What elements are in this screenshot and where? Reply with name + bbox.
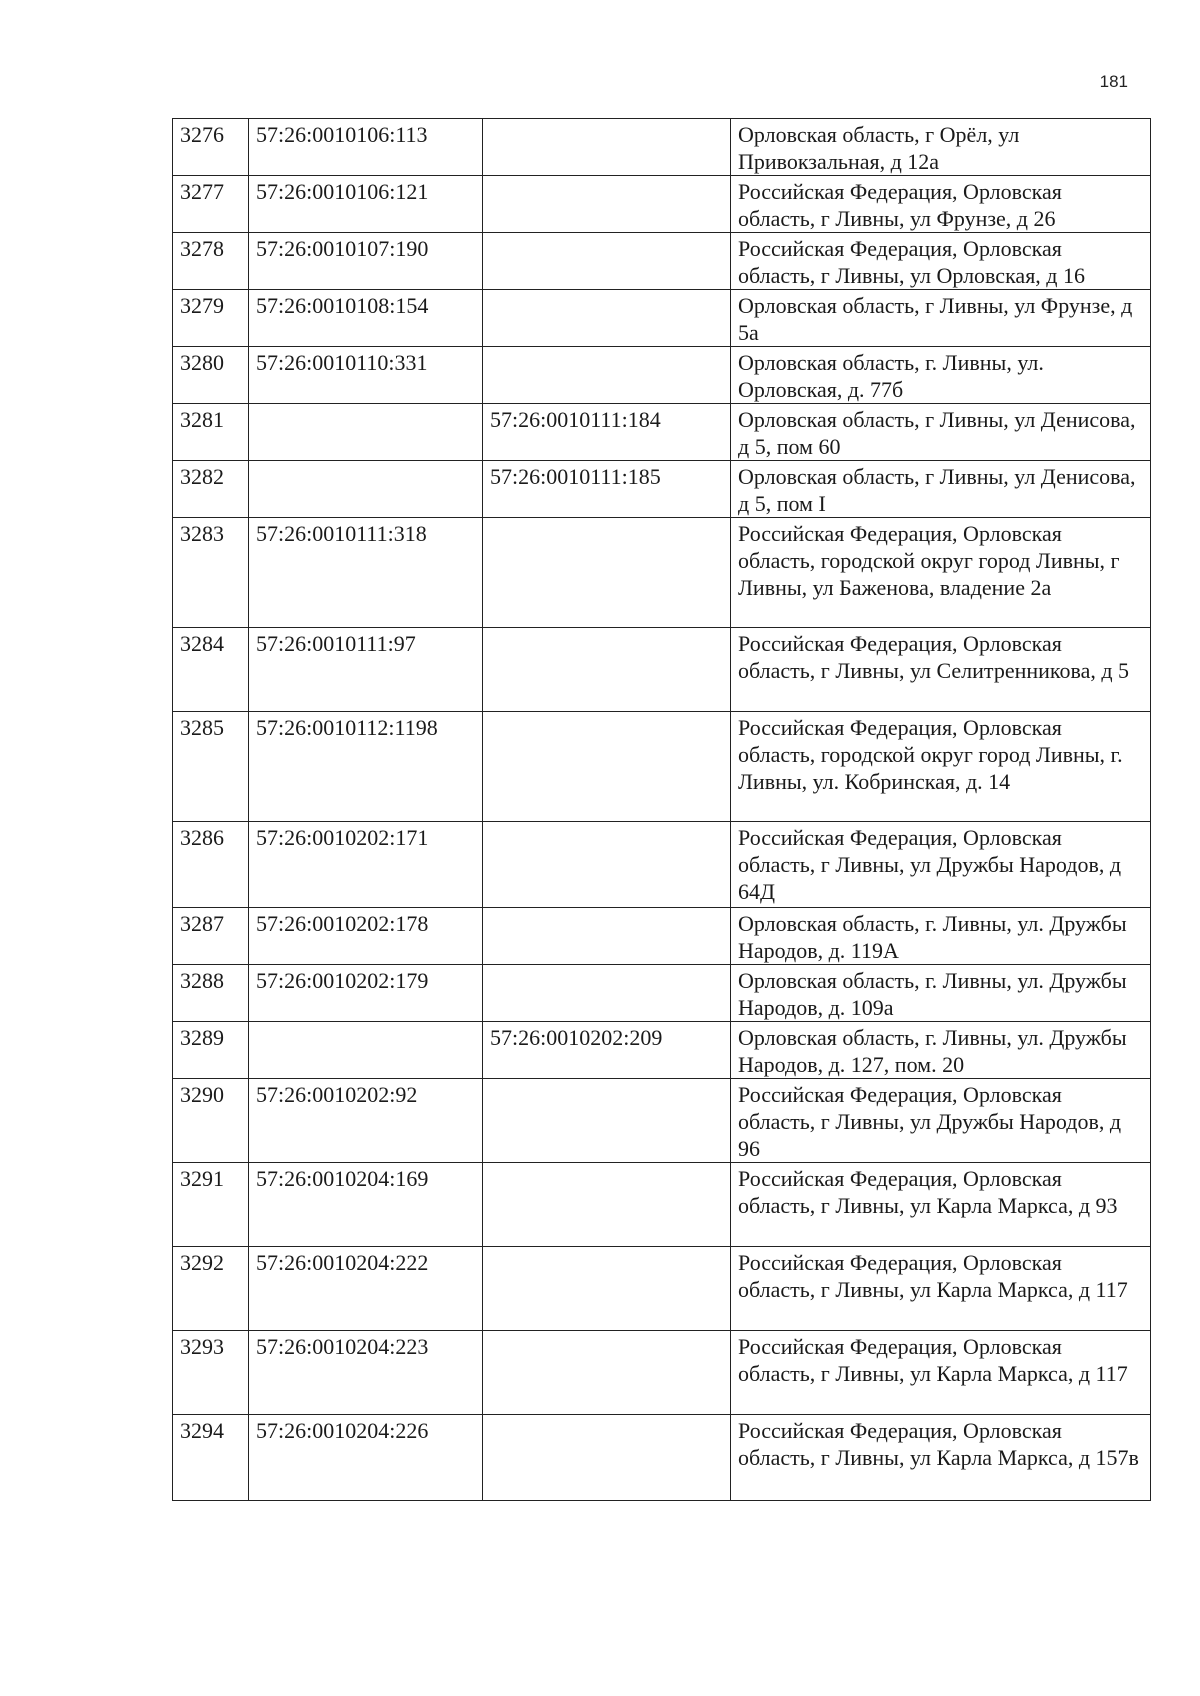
row-number-cell: 3276 xyxy=(173,119,249,176)
object-cadastral-cell xyxy=(483,1331,731,1415)
registry-table xyxy=(172,118,1151,1501)
table-row xyxy=(173,1079,1151,1163)
table-row xyxy=(173,1331,1151,1415)
table-row xyxy=(173,461,1151,518)
object-cadastral-cell xyxy=(483,1079,731,1163)
land-plot-cadastral-cell: 57:26:0010202:178 xyxy=(249,908,483,965)
object-cadastral-cell xyxy=(483,347,731,404)
page-number: 181 xyxy=(1099,72,1128,91)
object-cadastral-cell: 57:26:0010111:185 xyxy=(483,461,731,518)
land-plot-cadastral-cell: 57:26:0010108:154 xyxy=(249,290,483,347)
table-row xyxy=(173,1163,1151,1247)
address-cell: Российская Федерация, Орловская область, г Ливны, ул Орловская, д 16 xyxy=(731,233,1151,290)
address-cell: Российская Федерация, Орловская область, городской округ город Ливны, г. Ливны, ул. Кобринская, д. 14 xyxy=(731,712,1151,822)
object-cadastral-cell xyxy=(483,290,731,347)
land-plot-cadastral-cell: 57:26:0010202:92 xyxy=(249,1079,483,1163)
object-cadastral-cell xyxy=(483,176,731,233)
object-cadastral-cell xyxy=(483,1247,731,1331)
table-row xyxy=(173,1415,1151,1501)
land-plot-cadastral-cell: 57:26:0010111:318 xyxy=(249,518,483,628)
land-plot-cadastral-cell: 57:26:0010106:121 xyxy=(249,176,483,233)
address-cell: Российская Федерация, Орловская область, г Ливны, ул Карла Маркса, д 157в xyxy=(731,1415,1151,1501)
row-number-cell: 3278 xyxy=(173,233,249,290)
land-plot-cadastral-cell: 57:26:0010204:169 xyxy=(249,1163,483,1247)
row-number-cell: 3282 xyxy=(173,461,249,518)
object-cadastral-cell xyxy=(483,965,731,1022)
land-plot-cadastral-cell: 57:26:0010112:1198 xyxy=(249,712,483,822)
table-row xyxy=(173,290,1151,347)
table-row xyxy=(173,712,1151,822)
address-cell: Орловская область, г Ливны, ул Фрунзе, д 5а xyxy=(731,290,1151,347)
table-row xyxy=(173,347,1151,404)
land-plot-cadastral-cell: 57:26:0010204:226 xyxy=(249,1415,483,1501)
row-number-cell: 3292 xyxy=(173,1247,249,1331)
table-row xyxy=(173,518,1151,628)
object-cadastral-cell: 57:26:0010202:209 xyxy=(483,1022,731,1079)
object-cadastral-cell xyxy=(483,712,731,822)
address-cell: Орловская область, г. Ливны, ул. Дружбы Народов, д. 109а xyxy=(731,965,1151,1022)
land-plot-cadastral-cell: 57:26:0010107:190 xyxy=(249,233,483,290)
table-row xyxy=(173,233,1151,290)
address-cell: Орловская область, г. Ливны, ул. Дружбы Народов, д. 127, пом. 20 xyxy=(731,1022,1151,1079)
row-number-cell: 3290 xyxy=(173,1079,249,1163)
row-number-cell: 3287 xyxy=(173,908,249,965)
row-number-cell: 3293 xyxy=(173,1331,249,1415)
table-row xyxy=(173,822,1151,908)
land-plot-cadastral-cell: 57:26:0010204:223 xyxy=(249,1331,483,1415)
address-cell: Орловская область, г Орёл, ул Привокзальная, д 12а xyxy=(731,119,1151,176)
table-row xyxy=(173,1247,1151,1331)
table-row xyxy=(173,176,1151,233)
object-cadastral-cell xyxy=(483,908,731,965)
land-plot-cadastral-cell: 57:26:0010204:222 xyxy=(249,1247,483,1331)
table-row xyxy=(173,1022,1151,1079)
row-number-cell: 3286 xyxy=(173,822,249,908)
address-cell: Российская Федерация, Орловская область, г Ливны, ул Фрунзе, д 26 xyxy=(731,176,1151,233)
address-cell: Российская Федерация, Орловская область, г Ливны, ул Карла Маркса, д 117 xyxy=(731,1247,1151,1331)
address-cell: Российская Федерация, Орловская область, г Ливны, ул Карла Маркса, д 117 xyxy=(731,1331,1151,1415)
table-row xyxy=(173,404,1151,461)
row-number-cell: 3288 xyxy=(173,965,249,1022)
table-row xyxy=(173,119,1151,176)
row-number-cell: 3291 xyxy=(173,1163,249,1247)
row-number-cell: 3289 xyxy=(173,1022,249,1079)
address-cell: Орловская область, г Ливны, ул Денисова, д 5, пом 60 xyxy=(731,404,1151,461)
row-number-cell: 3280 xyxy=(173,347,249,404)
row-number-cell: 3283 xyxy=(173,518,249,628)
row-number-cell: 3281 xyxy=(173,404,249,461)
table-row xyxy=(173,628,1151,712)
address-cell: Российская Федерация, Орловская область, г Ливны, ул Селитренникова, д 5 xyxy=(731,628,1151,712)
land-plot-cadastral-cell: 57:26:0010202:171 xyxy=(249,822,483,908)
land-plot-cadastral-cell: 57:26:0010111:97 xyxy=(249,628,483,712)
address-cell: Российская Федерация, Орловская область, г Ливны, ул Карла Маркса, д 93 xyxy=(731,1163,1151,1247)
registry-table-body xyxy=(173,119,1151,1501)
address-cell: Российская Федерация, Орловская область, г Ливны, ул Дружбы Народов, д 96 xyxy=(731,1079,1151,1163)
address-cell: Орловская область, г. Ливны, ул. Орловская, д. 77б xyxy=(731,347,1151,404)
land-plot-cadastral-cell xyxy=(249,404,483,461)
land-plot-cadastral-cell: 57:26:0010106:113 xyxy=(249,119,483,176)
row-number-cell: 3279 xyxy=(173,290,249,347)
object-cadastral-cell xyxy=(483,119,731,176)
object-cadastral-cell xyxy=(483,1415,731,1501)
table-row xyxy=(173,965,1151,1022)
object-cadastral-cell xyxy=(483,518,731,628)
object-cadastral-cell xyxy=(483,233,731,290)
land-plot-cadastral-cell: 57:26:0010110:331 xyxy=(249,347,483,404)
row-number-cell: 3285 xyxy=(173,712,249,822)
row-number-cell: 3277 xyxy=(173,176,249,233)
object-cadastral-cell: 57:26:0010111:184 xyxy=(483,404,731,461)
object-cadastral-cell xyxy=(483,628,731,712)
address-cell: Российская Федерация, Орловская область, городской округ город Ливны, г Ливны, ул Баженова, владение 2а xyxy=(731,518,1151,628)
table-row xyxy=(173,908,1151,965)
row-number-cell: 3284 xyxy=(173,628,249,712)
row-number-cell: 3294 xyxy=(173,1415,249,1501)
land-plot-cadastral-cell: 57:26:0010202:179 xyxy=(249,965,483,1022)
object-cadastral-cell xyxy=(483,1163,731,1247)
address-cell: Российская Федерация, Орловская область, г Ливны, ул Дружбы Народов, д 64Д xyxy=(731,822,1151,908)
address-cell: Орловская область, г Ливны, ул Денисова, д 5, пом I xyxy=(731,461,1151,518)
object-cadastral-cell xyxy=(483,822,731,908)
land-plot-cadastral-cell xyxy=(249,461,483,518)
address-cell: Орловская область, г. Ливны, ул. Дружбы Народов, д. 119А xyxy=(731,908,1151,965)
land-plot-cadastral-cell xyxy=(249,1022,483,1079)
